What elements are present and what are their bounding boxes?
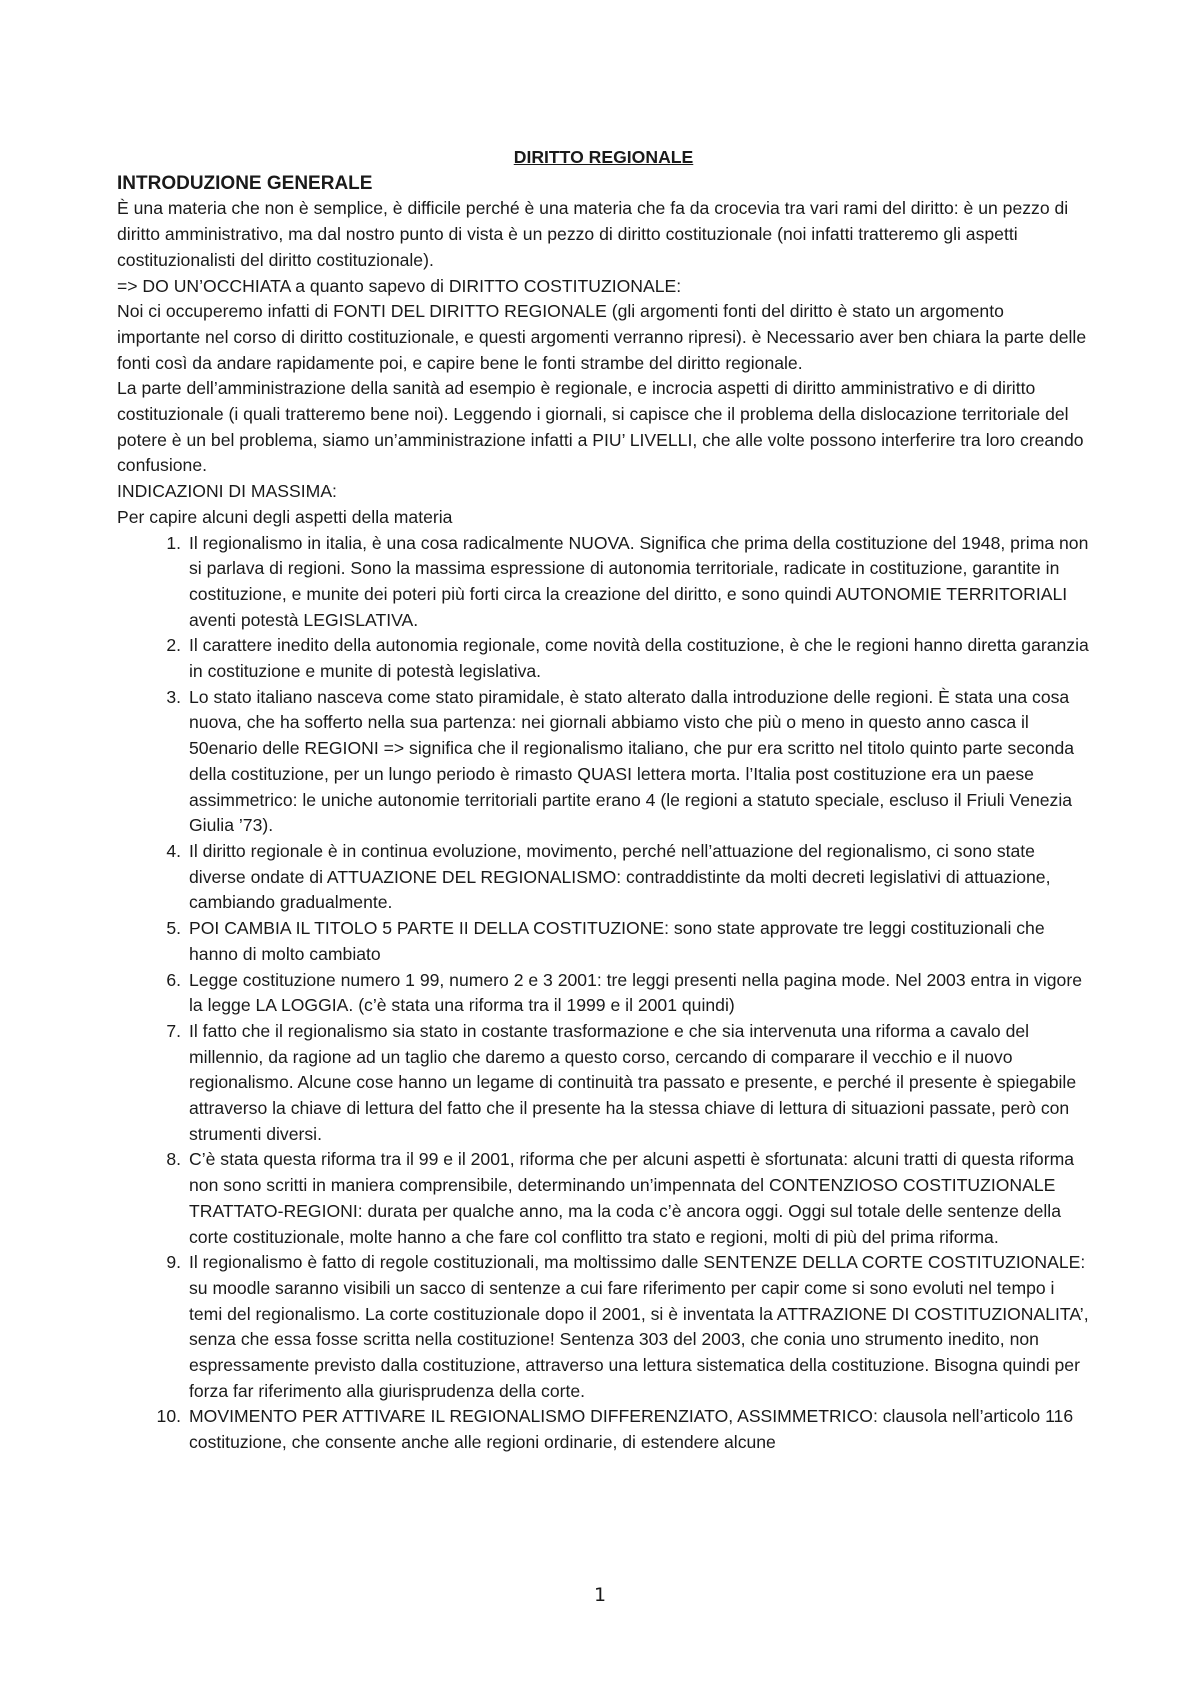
list-item-number: 9. [166, 1252, 181, 1273]
page-number: 1 [593, 1584, 607, 1606]
list-item [117, 1250, 1090, 1404]
list-item-text: Legge costituzione numero 1 99, numero 2 e 3 2001: tre leggi presenti nella pagina mode. Nel 2003 entra in vigore la legge LA LOGGIA. (c’è stata una riforma tra il 1999 e il 2001 quindi) [189, 969, 1082, 1016]
list-item-number: 10. [156, 1406, 181, 1427]
paragraph-intro: È una materia che non è semplice, è difficile perché è una materia che fa da crocevia tra vari rami del diritto: è un pezzo di diritto amministrativo, ma dal nostro punto di vista è un pezzo di diritto costituzionale (noi infatti tratteremo gli aspetti costituzionalisti del diritto costituzionale). [117, 198, 1069, 270]
list-item-number: 6. [166, 969, 181, 990]
list-item [117, 633, 1090, 684]
list-item [117, 531, 1090, 634]
list-item-text: C’è stata questa riforma tra il 99 e il 2001, riforma che per alcuni aspetti è sfortunata: alcuni tratti di questa riforma non sono scritti in maniera comprensibile, determinando un’impennata del CONTENZIOSO COSTITUZIONALE TRATTATO-REGIONI: durata per qualche anno, ma la coda c’è ancora oggi. Oggi sul totale delle sentenze della corte costituzionale, molte hanno a che fare col conflitto tra stato e regioni, molti di più del prima riforma. [189, 1149, 1075, 1247]
list-item-text: Il carattere inedito della autonomia regionale, come novità della costituzione, è che le regioni hanno diretta garanzia in costituzione e munite di potestà legislativa. [189, 635, 1089, 682]
list-item-number: 2. [166, 635, 181, 656]
list-item-text: POI CAMBIA IL TITOLO 5 PARTE II DELLA COSTITUZIONE: sono state approvate tre leggi costituzionali che hanno di molto cambiato [189, 918, 1045, 964]
numbered-list [117, 531, 1090, 1456]
list-item [117, 1019, 1090, 1148]
paragraph-guidelines-heading: INDICAZIONI DI MASSIMA: [117, 481, 337, 502]
list-item [117, 1147, 1090, 1250]
list-item-text: Il regionalismo è fatto di regole costituzionali, ma moltissimo dalle SENTENZE DELLA CORTE COSTITUZIONALE: su moodle saranno visibili un sacco di sentenze a cui fare riferimento per capir come si sono evoluti nel tempo i temi del regionalismo. La corte costituzionale dopo il 2001, si è inventata la ATTRAZIONE DI COSTITUZIONALITA’, senza che essa fosse scritta nella costituzione! Sentenza 303 del 2003, che conia uno strumento inedito, non espressamente previsto dalla costituzione, attraverso una lettura sistematica della costituzione. Bisogna quindi per forza far riferimento alla giurisprudenza della corte. [189, 1252, 1089, 1401]
document-title: DIRITTO REGIONALE [513, 147, 694, 167]
list-item-number: 1. [166, 532, 181, 553]
list-item-text: MOVIMENTO PER ATTIVARE IL REGIONALISMO DIFFERENZIATO, ASSIMMETRICO: clausola nell’articolo 116 costituzione, che consente anche alle regioni ordinarie, di estendere alcune [189, 1406, 1074, 1453]
list-item-number: 4. [166, 840, 181, 861]
paragraph-list-intro: Per capire alcuni degli aspetti della materia [117, 506, 453, 527]
section-heading: INTRODUZIONE GENERALE [117, 172, 373, 194]
list-item-number: 7. [166, 1020, 181, 1041]
list-item-text: Lo stato italiano nasceva come stato piramidale, è stato alterato dalla introduzione delle regioni. È stata una cosa nuova, che ha sofferto nella sua partenza: nei giornali abbiamo visto che più o meno in questo anno casca il 50enario delle REGIONI => significa che il regionalismo italiano, che pur era scritto nel titolo quinto parte seconda della costituzione, per un lungo periodo è rimasto QUASI lettera morta. l’Italia post costituzione era un paese assimmetrico: le uniche autonomie territoriali partite erano 4 (le regioni a statuto speciale, escluso il Friuli Venezia Giulia ’73). [189, 686, 1075, 836]
paragraph-sources: Noi ci occuperemo infatti di FONTI DEL DIRITTO REGIONALE (gli argomenti fonti del diritto è stato un argomento importante nel corso di diritto costituzionale, e questi argomenti verranno ripresi). è Necessario aver ben chiara la parte delle fonti così da andare rapidamente poi, e capire bene le fonti strambe del diritto regionale. [117, 301, 1087, 373]
list-item [117, 968, 1090, 1019]
list-item-text: Il regionalismo in italia, è una cosa radicalmente NUOVA. Significa che prima della costituzione del 1948, prima non si parlava di regioni. Sono la massima espressione di autonomia territoriale, radicate in costituzione, garantite in costituzione, e munite dei poteri più forti circa la creazione del diritto, e sono quindi AUTONOMIE TERRITORIALI aventi potestà LEGISLATIVA. [189, 532, 1089, 630]
list-item-number: 8. [166, 1149, 181, 1170]
list-item-number: 5. [166, 918, 181, 939]
list-item-text: Il fatto che il regionalismo sia stato in costante trasformazione e che sia intervenuta una riforma a cavalo del millennio, da ragione ad un taglio che daremo a questo corso, cercando di comparare il vecchio e il nuovo regionalismo. Alcune cose hanno un legame di continuità tra passato e presente, e perché il presente è spiegabile attraverso la chiave di lettura del fatto che il presente ha la stessa chiave di lettura di situazioni passate, però con strumenti diversi. [189, 1020, 1077, 1144]
list-item-number: 3. [166, 686, 181, 707]
document-body [117, 145, 1090, 1456]
paragraph-review-note: => DO UN’OCCHIATA a quanto sapevo di DIRITTO COSTITUZIONALE: [117, 275, 682, 296]
list-item [117, 685, 1090, 839]
list-item [117, 839, 1090, 916]
list-item-text: Il diritto regionale è in continua evoluzione, movimento, perché nell’attuazione del regionalismo, ci sono state diverse ondate di ATTUAZIONE DEL REGIONALISMO: contraddistinte da molti decreti legislativi di attuazione, cambiando gradualmente. [189, 840, 1051, 913]
list-item [117, 1404, 1090, 1455]
paragraph-health-administration: La parte dell’amministrazione della sanità ad esempio è regionale, e incrocia aspetti di diritto amministrativo e di diritto costituzionale (i quali tratteremo bene noi). Leggendo i giornali, si capisce che il problema della dislocazione territoriale del potere è un bel problema, siamo un’amministrazione infatti a PIU’ LIVELLI, che alle volte possono interferire tra loro creando confusione. [117, 378, 1084, 476]
list-item [117, 916, 1090, 967]
